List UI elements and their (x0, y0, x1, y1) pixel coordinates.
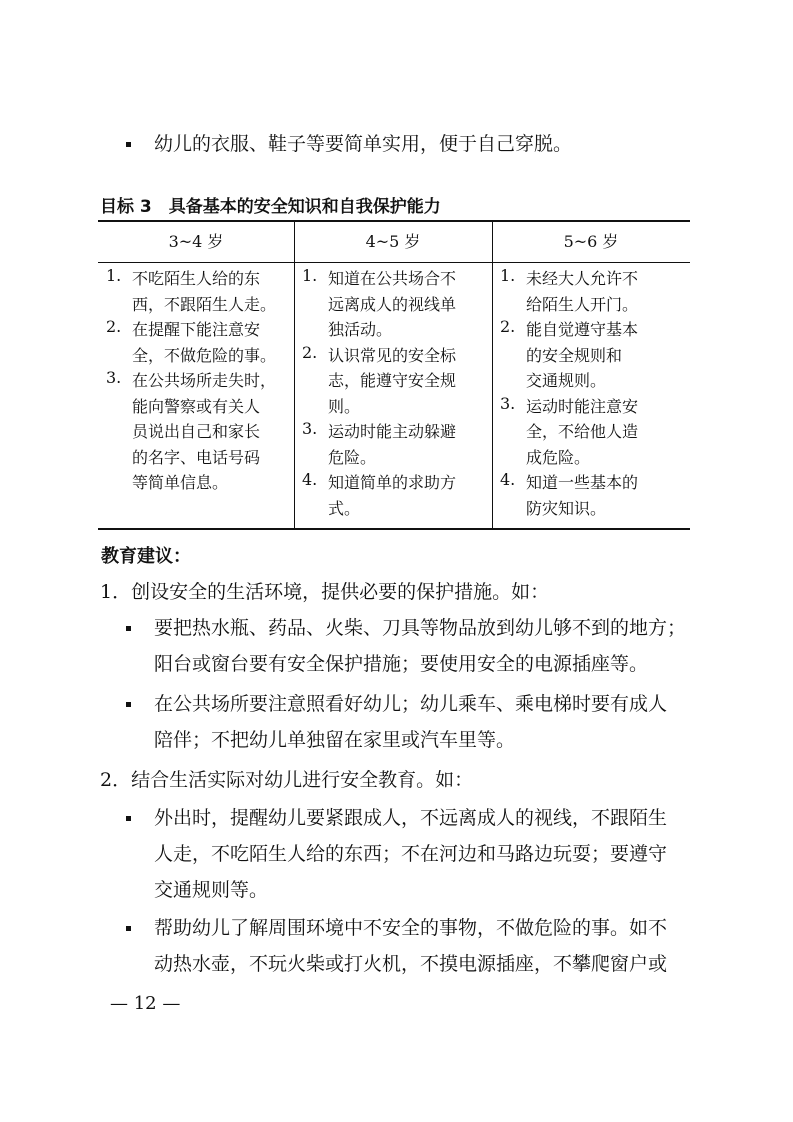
bullet-square-icon (126, 816, 131, 821)
item-line: 志，能遵守安全规 (328, 371, 457, 390)
item-line: 能向警察或有关人 (132, 396, 261, 416)
list-item (302, 266, 456, 343)
item-line: 能自觉遵守基本 (526, 320, 639, 339)
column-header-5-6: 5~6 岁 (563, 232, 619, 251)
bullet-square-icon (126, 702, 131, 707)
item-number: 3. (302, 419, 318, 438)
paragraph-2: 2．结合生活实际对幼儿进行安全教育。如： (100, 769, 474, 791)
item-line: 全，不给他人造 (526, 422, 639, 441)
item-line: 员说出自己和家长 (132, 422, 261, 441)
list-item (500, 470, 638, 521)
table-cell-3-4 (106, 266, 276, 496)
list-item (106, 266, 276, 317)
item-line: 全，不做危险的事。 (132, 345, 277, 365)
item-line: 远离成人的视线单 (328, 294, 457, 314)
list-item (500, 317, 638, 394)
table-cell-4-5 (302, 266, 456, 521)
item-number: 4. (302, 470, 318, 489)
bullet-square-icon (126, 626, 131, 631)
header-separator (98, 262, 690, 263)
list-item (500, 266, 638, 317)
column-separator (294, 222, 295, 528)
item-line: 运动时能主动躲避 (328, 422, 457, 441)
bullet-text: 交通规则等。 (154, 879, 269, 901)
item-line: 在提醒下能注意安 (132, 320, 261, 339)
list-item (302, 470, 456, 521)
bullet-text: 动热水壶，不玩火柴或打火机，不摸电源插座，不攀爬窗户或 (154, 953, 668, 975)
bullet-text: 外出时，提醒幼儿要紧跟成人，不远离成人的视线，不跟陌生 (154, 807, 668, 829)
bullet-text: 人走，不吃陌生人给的东西；不在河边和马路边玩耍；要遵守 (154, 843, 668, 865)
item-number: 3. (500, 393, 516, 413)
item-line: 交通规则。 (526, 371, 607, 390)
bullet-text: 阳台或窗台要有安全保护措施；要使用安全的电源插座等。 (154, 653, 649, 675)
item-line: 危险。 (328, 447, 377, 467)
list-item (106, 368, 276, 496)
item-line: 知道在公共场合不 (328, 269, 457, 288)
item-number: 4. (500, 470, 516, 489)
item-line: 在公共场所走失时， (132, 371, 277, 390)
page-number: — 12 — (110, 993, 181, 1014)
column-separator (492, 222, 493, 528)
column-header-4-5: 4~5 岁 (365, 232, 421, 251)
bullet-text: 帮助幼儿了解周围环境中不安全的事物，不做危险的事。如不 (154, 917, 668, 939)
item-line: 成危险。 (526, 447, 591, 467)
item-line: 防灾知识。 (526, 498, 607, 518)
item-number: 3. (106, 368, 122, 387)
item-line: 独活动。 (328, 320, 393, 339)
item-line: 不吃陌生人给的东 (132, 269, 261, 288)
bullet-square-icon (126, 926, 131, 931)
table-cell-5-6 (500, 266, 638, 521)
item-line: 运动时能注意安 (526, 396, 639, 416)
item-line: 等简单信息。 (132, 473, 229, 492)
goal-table (98, 220, 690, 530)
item-line: 未经大人允许不 (526, 269, 639, 288)
item-line: 给陌生人开门。 (526, 294, 639, 314)
bullet-text: 要把热水瓶、药品、火柴、刀具等物品放到幼儿够不到的地方； (154, 617, 687, 639)
item-number: 2. (302, 342, 318, 362)
item-number: 1. (500, 266, 516, 285)
item-line: 的名字、电话号码 (132, 447, 261, 467)
column-header-3-4: 3~4 岁 (168, 232, 224, 251)
goal-title: 目标 3 具备基本的安全知识和自我保护能力 (100, 197, 441, 217)
list-item (302, 343, 456, 420)
paragraph-1: 1．创设安全的生活环境，提供必要的保护措施。如： (100, 581, 550, 603)
item-number: 1. (302, 266, 318, 285)
item-number: 2. (106, 317, 122, 336)
section-title: 教育建议： (101, 546, 191, 567)
list-item (302, 419, 456, 470)
item-line: 的安全规则和 (526, 345, 623, 365)
bullet-text: 幼儿的衣服、鞋子等要简单实用，便于自己穿脱。 (154, 133, 573, 155)
item-number: 2. (500, 317, 516, 336)
item-line: 西，不跟陌生人走。 (132, 294, 277, 314)
item-line: 知道一些基本的 (526, 473, 639, 492)
list-item (106, 317, 276, 368)
list-item (500, 394, 638, 471)
item-line: 认识常见的安全标 (328, 345, 457, 365)
item-line: 则。 (328, 396, 361, 416)
item-line: 知道简单的求助方 (328, 473, 457, 492)
bullet-text: 在公共场所要注意照看好幼儿；幼儿乘车、乘电梯时要有成人 (154, 693, 668, 715)
bullet-text: 陪伴；不把幼儿单独留在家里或汽车里等。 (154, 729, 516, 751)
item-line: 式。 (328, 498, 361, 518)
bullet-square-icon (126, 142, 131, 147)
item-number: 1. (106, 266, 122, 285)
